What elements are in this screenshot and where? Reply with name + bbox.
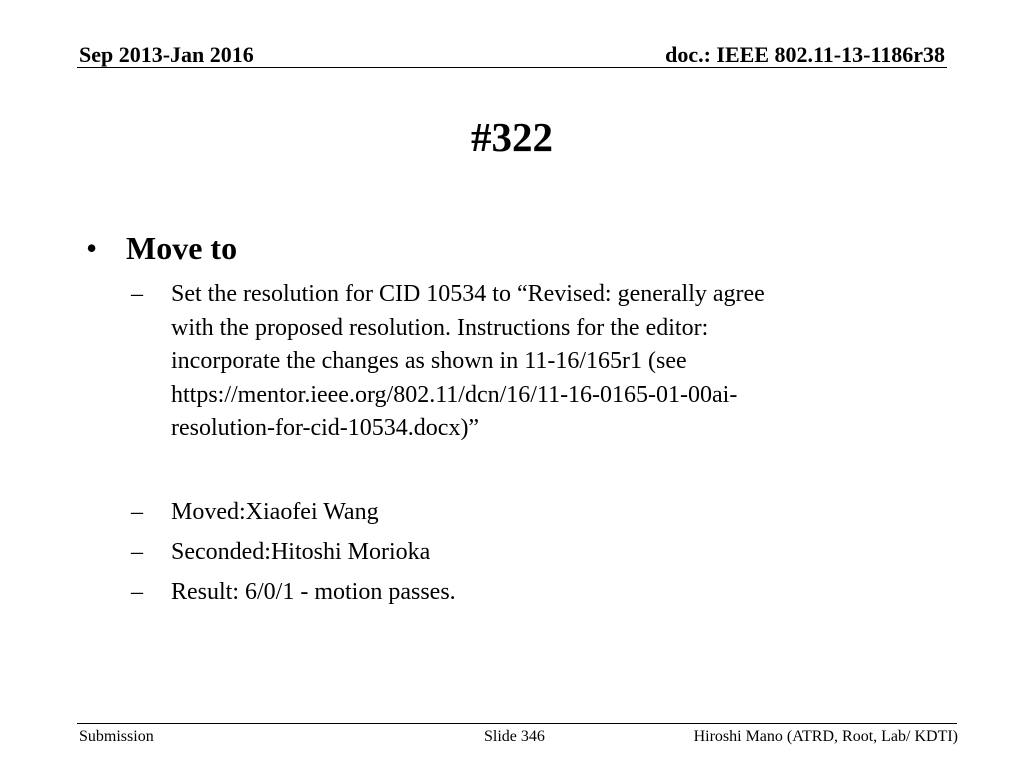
resolution-line: Set the resolution for CID 10534 to “Revised: generally agree bbox=[171, 281, 765, 307]
resolution-line: resolution-for-cid-10534.docx)” bbox=[171, 415, 480, 441]
resolution-line: https://mentor.ieee.org/802.11/dcn/16/11-16-0165-01-00ai- bbox=[171, 381, 738, 408]
bullet-icon: • bbox=[86, 230, 98, 266]
footer-submission: Submission bbox=[79, 728, 154, 745]
resolution-line: incorporate the changes as shown in 11-16/165r1 (see bbox=[171, 348, 687, 374]
resolution-text bbox=[171, 278, 891, 446]
footer-slide-number: Slide 346 bbox=[484, 728, 545, 745]
footer-divider bbox=[77, 723, 957, 724]
slide-title: #322 bbox=[471, 114, 553, 160]
seconded-text: Seconded:Hitoshi Morioka bbox=[171, 539, 431, 565]
resolution-line: with the proposed resolution. Instructions for the editor: bbox=[171, 314, 709, 341]
dash-icon: – bbox=[131, 499, 143, 525]
header-doc-id: doc.: IEEE 802.11-13-1186r38 bbox=[665, 42, 945, 67]
dash-icon: – bbox=[131, 281, 143, 307]
result-text: Result: 6/0/1 - motion passes. bbox=[171, 579, 456, 605]
footer-author: Hiroshi Mano (ATRD, Root, Lab/ KDTI) bbox=[693, 728, 958, 745]
moved-text: Moved:Xiaofei Wang bbox=[171, 499, 379, 525]
dash-icon: – bbox=[131, 579, 143, 605]
bullet-label: Move to bbox=[126, 230, 238, 266]
dash-icon: – bbox=[131, 539, 143, 565]
header-date-range: Sep 2013-Jan 2016 bbox=[79, 42, 254, 67]
